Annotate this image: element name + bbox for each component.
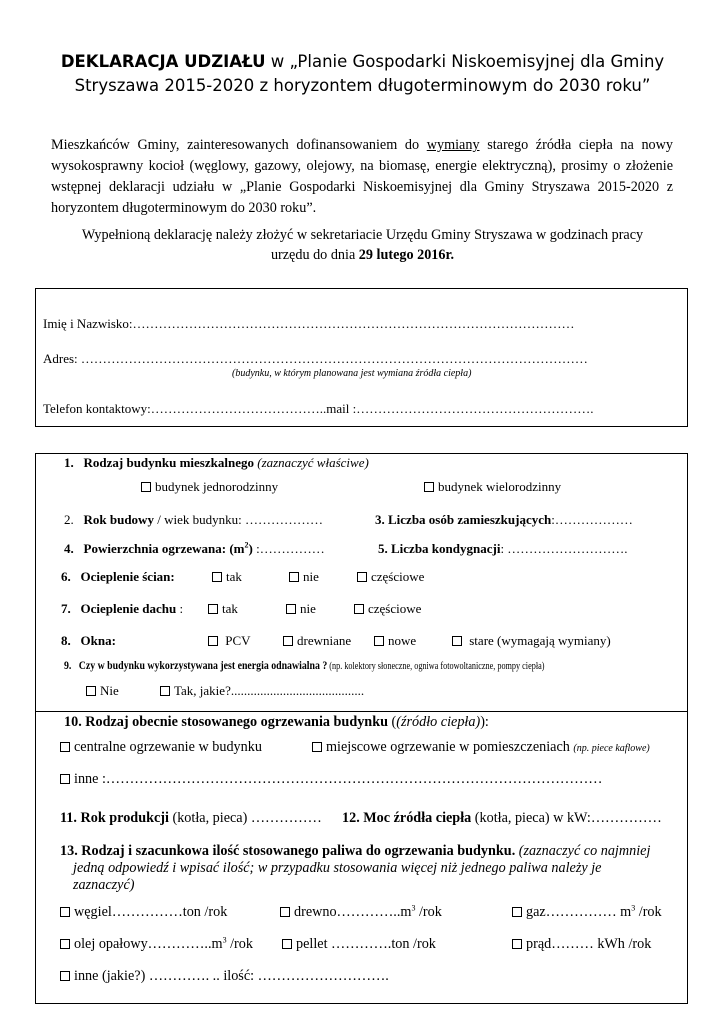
checkbox-icon[interactable] xyxy=(289,572,299,582)
checkbox-icon[interactable] xyxy=(208,604,218,614)
q13-option-pellet[interactable]: pellet ………….ton /rok xyxy=(282,936,436,953)
document-title: DEKLARACJA UDZIAŁU w „Planie Gospodarki Niskoemisyjnej dla Gminy xyxy=(60,52,665,71)
address-hint: (budynku, w którym planowana jest wymiana źródła ciepła) xyxy=(232,368,472,379)
checkbox-icon[interactable] xyxy=(141,482,151,492)
q13-hint-line3: zaznaczyć) xyxy=(73,877,135,893)
address-field[interactable]: Adres: ……………………………………………………………………………………………………… xyxy=(43,351,588,366)
q8-label: 8. Okna: xyxy=(61,633,116,648)
checkbox-icon[interactable] xyxy=(452,636,462,646)
q13-option-wood[interactable]: $drewno\dots\dots\dots\dots..m^3$ /rok xyxy=(280,904,442,921)
checkbox-icon[interactable] xyxy=(60,774,70,784)
intro-paragraph: Mieszkańców Gminy, zainteresowanych dofinansowaniem do wymiany starego źródła ciepła na nowy wysokosprawny kocioł (węglowy, gazowy, olejowy, na biomasę, energie elektryczną), prosimy o złożenie wstępnej deklaracji udziału w „Planie Gospodarki Niskoemisyjnej dla Gminy Stryszawa 2015-2020 z horyzontem długoterminowym do 2030 roku”. xyxy=(51,137,673,216)
q13-option-other[interactable]: inne (jakie?) …………. .. ilość: ………………………. xyxy=(60,968,389,985)
q6-option-yes[interactable]: tak xyxy=(212,569,242,585)
checkbox-icon[interactable] xyxy=(160,686,170,696)
checkbox-icon[interactable] xyxy=(286,604,296,614)
section-divider xyxy=(35,711,688,712)
q13-option-coal[interactable]: węgiel……………ton /rok xyxy=(60,904,227,921)
checkbox-icon[interactable] xyxy=(60,742,70,752)
q9-label: 9. Czy w budynku wykorzystywana jest energia odnawialna ? (np. kolektory słoneczne, ogniwa fotowoltaniczne, pompy ciepła) xyxy=(64,658,545,672)
q6-option-partial[interactable]: częściowe xyxy=(357,569,424,585)
document-title-line2: Stryszawa 2015-2020 z horyzontem długoterminowym do 2030 roku” xyxy=(74,76,651,95)
checkbox-icon[interactable] xyxy=(60,907,70,917)
q8-option-pcv[interactable]: PCV xyxy=(208,633,251,649)
q3-occupants[interactable]: 3. Liczba osób zamieszkujących:……………… xyxy=(375,512,633,527)
checkbox-icon[interactable] xyxy=(212,572,222,582)
q12-heat-power[interactable]: 12. Moc źródła ciepła (kotła, pieca) w kW:…………… xyxy=(342,810,662,826)
deadline-notice: Wypełnioną deklarację należy złożyć w sekretariacie Urzędu Gminy Stryszawa w godzinach pracy urzędu do dnia 29 lutego 2016r. xyxy=(81,227,644,263)
q8-option-old[interactable]: stare (wymagają wymiany) xyxy=(452,633,611,649)
checkbox-icon[interactable] xyxy=(424,482,434,492)
q9-option-no[interactable]: Nie xyxy=(86,683,119,699)
checkbox-icon[interactable] xyxy=(512,907,522,917)
phone-mail-field[interactable]: Telefon kontaktowy:…………………………………..mail :………………………………………………. xyxy=(43,401,594,416)
q10-label: 10. Rodzaj obecnie stosowanego ogrzewania budynku ((źródło ciepła)): xyxy=(64,714,489,730)
q2-build-year[interactable]: 2. Rok budowy / wiek budynku: ……………… xyxy=(64,512,323,527)
checkbox-icon[interactable] xyxy=(86,686,96,696)
checkbox-icon[interactable] xyxy=(357,572,367,582)
q8-option-wood[interactable]: drewniane xyxy=(283,633,351,649)
name-field[interactable]: Imię i Nazwisko:………………………………………………………………………………………… xyxy=(43,316,575,331)
q11-production-year[interactable]: 11. Rok produkcji (kotła, pieca) …………… xyxy=(60,810,322,826)
checkbox-icon[interactable] xyxy=(374,636,384,646)
checkbox-icon[interactable] xyxy=(60,939,70,949)
q5-floors[interactable]: 5. Liczba kondygnacji: ………………………. xyxy=(378,541,628,556)
checkbox-icon[interactable] xyxy=(60,971,70,981)
q7-label: 7. Ocieplenie dachu : xyxy=(61,601,184,616)
q1-label: 1. Rodzaj budynku mieszkalnego (zaznaczyć właściwe) xyxy=(64,455,369,470)
checkbox-icon[interactable] xyxy=(208,636,218,646)
q8-option-new[interactable]: nowe xyxy=(374,633,416,649)
q10-option-other[interactable]: inne :…………………………………………………………………………………………… xyxy=(60,771,602,788)
q10-option-local[interactable]: miejscowe ogrzewanie w pomieszczeniach (np. piece kaflowe) xyxy=(312,739,650,756)
q7-option-yes[interactable]: tak xyxy=(208,601,238,617)
checkbox-icon[interactable] xyxy=(354,604,364,614)
q4-heated-area[interactable]: 4. Powierzchnia ogrzewana: $(m^2)$ :…………… xyxy=(64,540,325,556)
checkbox-icon[interactable] xyxy=(282,939,292,949)
q1-option-single[interactable]: budynek jednorodzinny xyxy=(141,479,278,495)
checkbox-icon[interactable] xyxy=(280,907,290,917)
q13-hint-line2: jedną odpowiedź i wpisać ilość; w przypadku stosowania więcej niż jednego paliwa należy je xyxy=(73,860,602,876)
q6-option-no[interactable]: nie xyxy=(289,569,319,585)
checkbox-icon[interactable] xyxy=(312,742,322,752)
q13-option-oil[interactable]: olej $opałowy\dots\dots\dots\dots..m^3$ /rok xyxy=(60,936,253,953)
q10-option-central[interactable]: centralne ogrzewanie w budynku xyxy=(60,739,262,756)
checkbox-icon[interactable] xyxy=(283,636,293,646)
q13-option-electricity[interactable]: prąd……… kWh /rok xyxy=(512,936,651,953)
q6-label: 6. Ocieplenie ścian: xyxy=(61,569,175,584)
q7-option-partial[interactable]: częściowe xyxy=(354,601,421,617)
q1-option-multi[interactable]: budynek wielorodzinny xyxy=(424,479,561,495)
q13-option-gas[interactable]: gaz…………… $m^3$ /rok xyxy=(512,904,662,921)
q7-option-no[interactable]: nie xyxy=(286,601,316,617)
checkbox-icon[interactable] xyxy=(512,939,522,949)
q9-option-yes[interactable]: Tak, jakie?......................................... xyxy=(160,683,364,699)
q13-label: 13. Rodzaj i szacunkowa ilość stosowanego paliwa do ogrzewania budynku. (zaznaczyć co najmniej xyxy=(60,843,651,859)
